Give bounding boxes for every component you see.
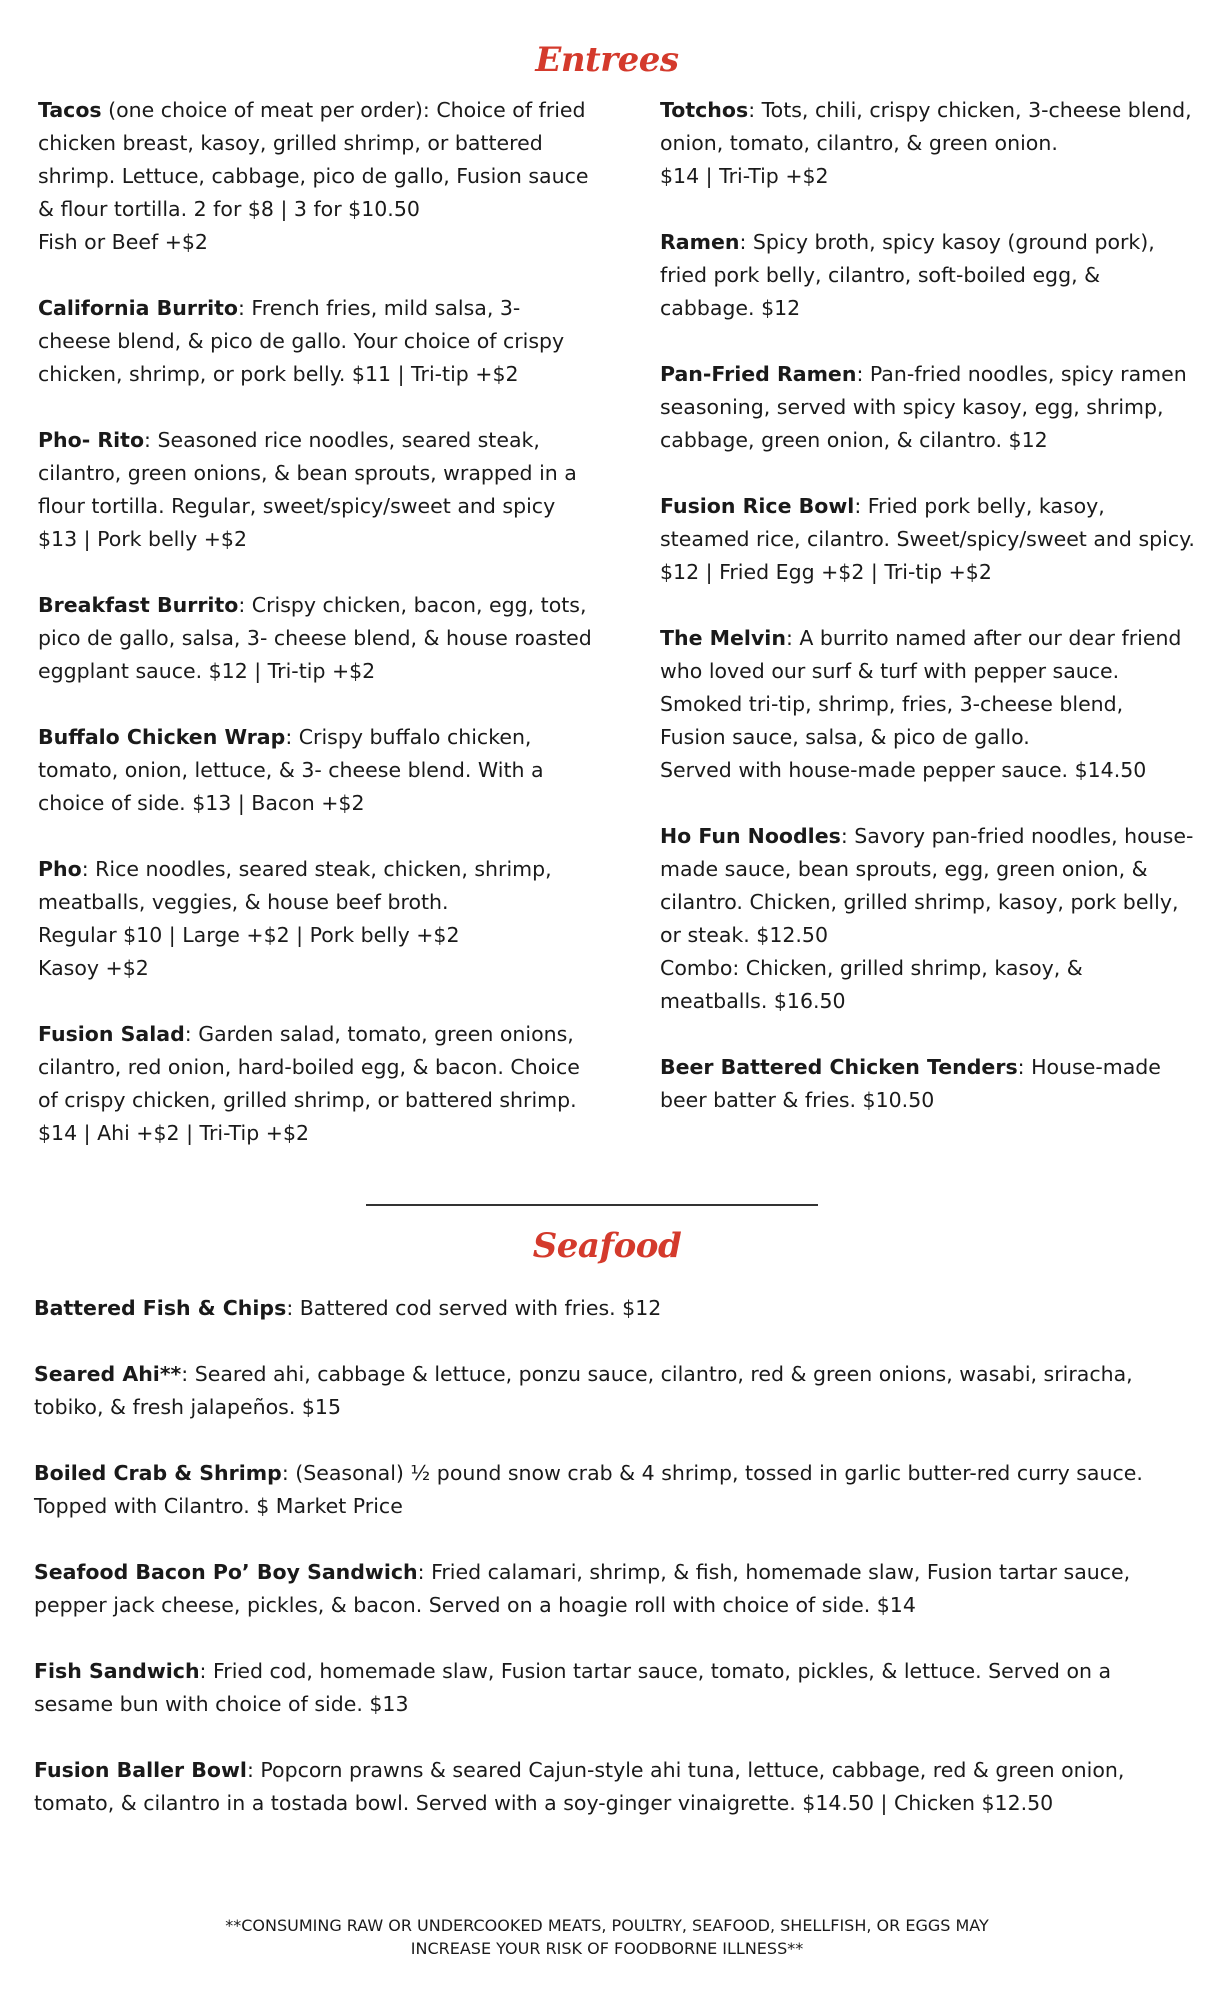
menu-item-desc: : French fries, mild salsa, 3- cheese blend, & pico de gallo. Your choice of crispy chicken, shrimp, or pork belly. $11 | Tri-tip +$2 [38,296,565,386]
menu-item-extra: Served with house-made pepper sauce. $14.50 [660,758,1147,782]
menu-item [660,490,1195,589]
menu-item-description [34,1556,1184,1622]
menu-item [38,589,598,688]
menu-item-desc: : House-made beer batter & fries. $10.50 [660,1055,1161,1112]
menu-item-name: Pho [38,857,82,881]
health-warning-line-1: **CONSUMING RAW OR UNDERCOOKED MEATS, POULTRY, SEAFOOD, SHELLFISH, OR EGGS MAY [225,1916,989,1935]
menu-item-description [38,424,598,523]
menu-item-desc: : Crispy chicken, bacon, egg, tots, pico de gallo, salsa, 3- cheese blend, & house roasted eggplant sauce. $12 | Tri-tip +$2 [38,593,592,683]
menu-item-extra: $14 | Tri-Tip +$2 [660,164,829,188]
menu-item [34,1457,1184,1523]
menu-item-description [34,1292,1184,1325]
menu-item-description [38,589,598,688]
menu-item-description [34,1457,1184,1523]
menu-item-desc: : Savory pan-fried noodles, house-made sauce, bean sprouts, egg, green onion, & cilantro. Chicken, grilled shrimp, kasoy, pork belly, or steak. $12.50 [660,824,1194,947]
menu-item-extra: $13 | Pork belly +$2 [38,527,247,551]
menu-item [660,94,1195,193]
menu-item-desc: : Rice noodles, seared steak, chicken, shrimp, meatballs, veggies, & house beef broth. [38,857,552,914]
menu-item-desc: : Seared ahi, cabbage & lettuce, ponzu sauce, cilantro, red & green onions, wasabi, sriracha, tobiko, & fresh jalapeños. $15 [34,1362,1133,1419]
menu-item-description [38,721,598,820]
menu-item [38,1018,598,1150]
menu-item-name: Seafood Bacon Po’ Boy Sandwich [34,1560,418,1584]
section-divider [366,1204,818,1206]
menu-item-description [38,292,598,391]
menu-item [660,820,1195,1018]
menu-item-desc: : Fried cod, homemade slaw, Fusion tartar sauce, tomato, pickles, & lettuce. Served on a sesame bun with choice of side. $13 [34,1659,1112,1716]
seafood-list [34,1292,1184,1853]
menu-item [38,292,598,391]
menu-item-name: Totchos [660,98,749,122]
menu-item-desc: : A burrito named after our dear friend who loved our surf & turf with pepper sauce. Smoked tri-tip, shrimp, fries, 3-cheese blend, Fusion sauce, salsa, & pico de gallo. [660,626,1182,749]
menu-item [660,1051,1195,1117]
menu-item-desc: (one choice of meat per order): Choice of fried chicken breast, kasoy, grilled shrimp, or battered shrimp. Lettuce, cabbage, pico de gallo, Fusion sauce & flour tortilla. 2 for $8 | 3 for $10.50 [38,98,589,221]
menu-item-name: Tacos [38,98,102,122]
menu-item-description [660,1051,1195,1117]
menu-item-name: California Burrito [38,296,238,320]
menu-item-name: Ho Fun Noodles [660,824,841,848]
menu-item [38,853,598,985]
menu-item [660,622,1195,787]
entrees-right-column [660,94,1195,1150]
menu-item-extra: Kasoy +$2 [38,956,149,980]
menu-item [660,226,1195,325]
menu-item [38,94,598,259]
menu-item-name: The Melvin [660,626,786,650]
menu-item-name: Seared Ahi** [34,1362,182,1386]
menu-item-desc: : Popcorn prawns & seared Cajun-style ahi tuna, lettuce, cabbage, red & green onion, tomato, & cilantro in a tostada bowl. Served with a soy-ginger vinaigrette. $14.50 | Chicken $12.50 [34,1758,1125,1815]
menu-item-description [34,1754,1184,1820]
menu-item-name: Beer Battered Chicken Tenders [660,1055,1018,1079]
menu-item [38,424,598,556]
menu-item-desc: : Fried pork belly, kasoy, steamed rice, cilantro. Sweet/spicy/sweet and spicy. [660,494,1195,551]
menu-item [34,1655,1184,1721]
menu-item-extra: Regular $10 | Large +$2 | Pork belly +$2 [38,923,460,947]
entrees-left-column [38,94,598,1183]
menu-item-extra: Fish or Beef +$2 [38,230,208,254]
menu-item-name: Fusion Salad [38,1022,185,1046]
menu-item-name: Fusion Rice Bowl [660,494,855,518]
menu-item [34,1358,1184,1424]
menu-item-description [660,94,1195,160]
menu-item-description [38,94,598,226]
entrees-title: Entrees [535,40,679,80]
menu-item [34,1556,1184,1622]
menu-item-desc: : (Seasonal) ½ pound snow crab & 4 shrimp, tossed in garlic butter-red curry sauce. Topped with Cilantro. $ Market Price [34,1461,1143,1518]
menu-item-desc: : Battered cod served with fries. $12 [286,1296,662,1320]
menu-item-desc: : Fried calamari, shrimp, & fish, homemade slaw, Fusion tartar sauce, pepper jack cheese, pickles, & bacon. Served on a hoagie roll with choice of side. $14 [34,1560,1131,1617]
menu-item-desc: : Spicy broth, spicy kasoy (ground pork), fried pork belly, cilantro, soft-boiled egg, & cabbage. $12 [660,230,1155,320]
menu-item-desc: : Garden salad, tomato, green onions, cilantro, red onion, hard-boiled egg, & bacon. Choice of crispy chicken, grilled shrimp, or battered shrimp. $14 | Ahi +$2 | Tri-Tip +$2 [38,1022,580,1145]
menu-item-name: Pan-Fried Ramen [660,362,857,386]
health-warning-line-2: INCREASE YOUR RISK OF FOODBORNE ILLNESS** [410,1939,804,1958]
menu-item-description [34,1358,1184,1424]
menu-item-desc: : Tots, chili, crispy chicken, 3-cheese blend, onion, tomato, cilantro, & green onion. [660,98,1192,155]
menu-item-name: Ramen [660,230,740,254]
menu-item-description [660,226,1195,325]
menu-item [38,721,598,820]
menu-item-name: Buffalo Chicken Wrap [38,725,286,749]
menu-item-description [660,358,1195,457]
menu-item-name: Breakfast Burrito [38,593,239,617]
menu-item [34,1754,1184,1820]
seafood-title: Seafood [532,1226,682,1266]
menu-item-name: Battered Fish & Chips [34,1296,287,1320]
menu-item-description [660,490,1195,556]
menu-item-desc: : Seasoned rice noodles, seared steak, cilantro, green onions, & bean sprouts, wrapped in a flour tortilla. Regular, sweet/spicy/sweet and spicy [38,428,577,518]
menu-item-extra: Combo: Chicken, grilled shrimp, kasoy, & meatballs. $16.50 [660,956,1083,1013]
health-warning [0,1914,1214,1960]
menu-item-description [660,820,1195,952]
menu-item [660,358,1195,457]
menu-item-extra: $12 | Fried Egg +$2 | Tri-tip +$2 [660,560,992,584]
menu-item-name: Pho- Rito [38,428,145,452]
menu-item-desc: : Pan-fried noodles, spicy ramen seasoning, served with spicy kasoy, egg, shrimp, cabbage, green onion, & cilantro. $12 [660,362,1187,452]
menu-item-description [660,622,1195,754]
menu-item-name: Boiled Crab & Shrimp [34,1461,282,1485]
menu-item-description [34,1655,1184,1721]
menu-item [34,1292,1184,1325]
menu-item-description [38,853,598,919]
menu-item-name: Fusion Baller Bowl [34,1758,247,1782]
menu-item-description [38,1018,598,1150]
menu-item-desc: : Crispy buffalo chicken, tomato, onion, lettuce, & 3- cheese blend. With a choice of side. $13 | Bacon +$2 [38,725,544,815]
menu-item-name: Fish Sandwich [34,1659,200,1683]
